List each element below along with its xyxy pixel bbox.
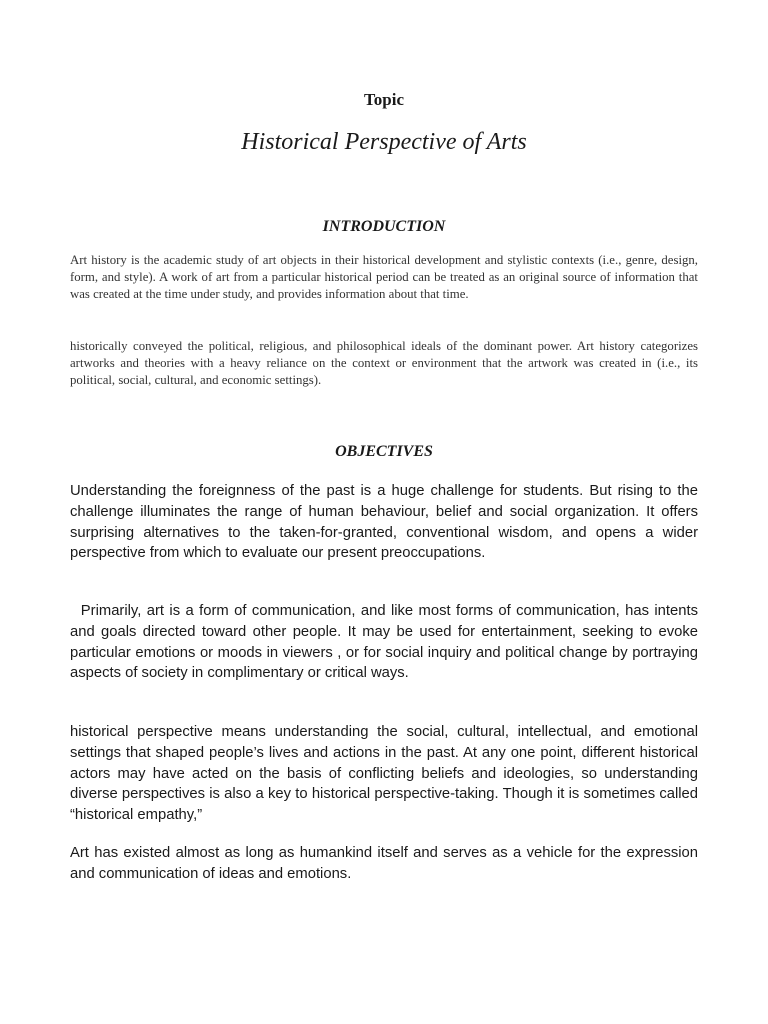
objectives-paragraph-1: Understanding the foreignness of the past is a huge challenge for students. But rising to the challenge illuminates the range of human behaviour, belief and social organization. It offers surprising alternatives to the taken-for-granted, conventional wisdom, and opens a wider perspective from which to evaluate our present preoccupations.	[70, 483, 698, 562]
objectives-paragraph-4: Art has existed almost as long as humankind itself and serves as a vehicle for the expression and communication of ideas and emotions.	[70, 845, 698, 882]
introduction-paragraph-2: historically conveyed the political, religious, and philosophical ideals of the dominant power. Art history categorizes artworks and theories with a heavy reliance on the context or environment that the artwork was created in (i.e., its political, social, cultural, and economic settings).	[70, 339, 698, 387]
objectives-heading: OBJECTIVES	[335, 443, 433, 460]
document-title: Historical Perspective of Arts	[241, 129, 527, 155]
introduction-heading: INTRODUCTION	[322, 218, 446, 235]
objectives-paragraph-2: Primarily, art is a form of communication, and like most forms of communication, has intents and goals directed toward other people. It may be used for entertainment, seeking to evoke particular emotions or moods in viewers , or for social inquiry and political change by portraying aspects of society in complimentary or critical ways.	[70, 603, 698, 682]
topic-label: Topic	[363, 90, 404, 109]
introduction-paragraph-1: Art history is the academic study of art objects in their historical development and stylistic contexts (i.e., genre, design, form, and style). A work of art from a particular historical period can be treated as an original source of information that was created at the time under study, and provides information about that time.	[70, 253, 698, 301]
objectives-paragraph-3: historical perspective means understanding the social, cultural, intellectual, and emotional settings that shaped people’s lives and actions in the past. At any one point, different historical actors may have acted on the basis of conflicting beliefs and ideologies, so understanding diverse perspectives is also a key to historical perspective-taking. Though it is sometimes called “historical empathy,”	[70, 724, 698, 824]
